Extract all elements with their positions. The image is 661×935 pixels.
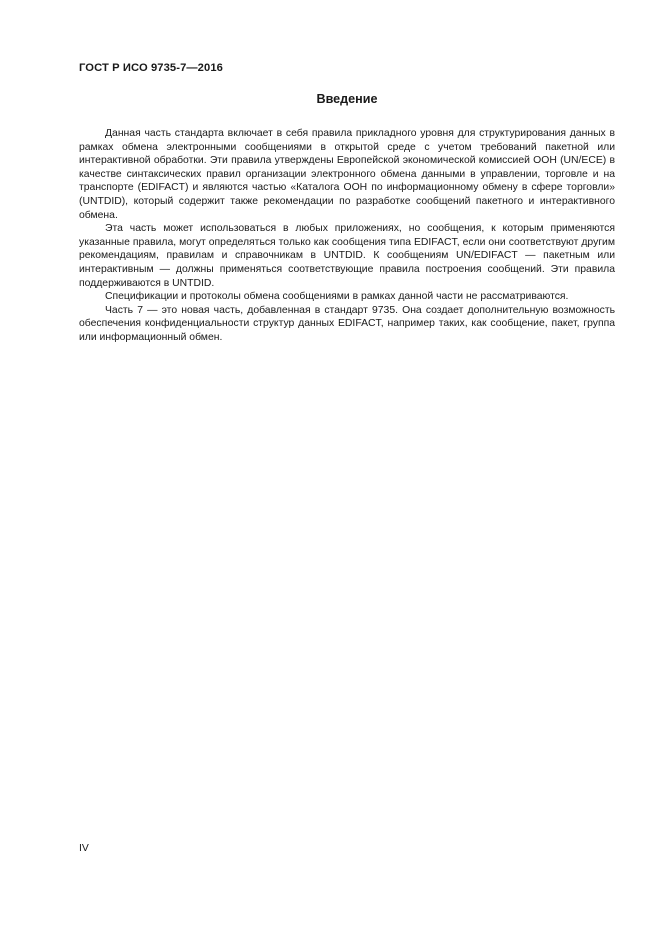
section-title: Введение	[316, 92, 378, 106]
document-header-standard-id: ГОСТ Р ИСО 9735-7—2016	[79, 62, 223, 74]
page-number: IV	[79, 843, 89, 854]
body-text	[79, 127, 615, 345]
paragraph-2: Эта часть может использоваться в любых приложениях, но сообщения, к которым применяются указанные правила, могут определяться только как сообщения типа EDIFACT, если они соответствуют другим рекомендациям, правилам и справочникам в UNTDID. К сообщениям UN/EDIFACT — пакетным или интерактивным — должны применяться соответствующие правила построения сообщений. Эти правила поддерживаются в UNTDID.	[79, 223, 615, 289]
paragraph-4: Часть 7 — это новая часть, добавленная в стандарт 9735. Она создает дополнительную возможность обеспечения конфиденциальности структур данных EDIFACT, например таких, как сообщение, пакет, группа или информационный обмен.	[79, 304, 615, 343]
paragraph-1: Данная часть стандарта включает в себя правила прикладного уровня для структурирования данных в рамках обмена электронными сообщениями в открытой среде с учетом требований пакетной или интерактивной обработки. Эти правила утверждены Европейской экономической комиссией ООН (UN/ECE) в качестве синтаксических правил организации электронного обмена данными в управлении, торговле и на транспорте (EDIFACT) и являются частью «Каталога ООН по информационному обмену в сфере торговли» (UNTDID), который содержит также рекомендации по разработке сообщений пакетного и интерактивного обмена.	[79, 128, 615, 221]
paragraph-3: Спецификации и протоколы обмена сообщениями в рамках данной части не рассматриваются.	[105, 291, 569, 303]
